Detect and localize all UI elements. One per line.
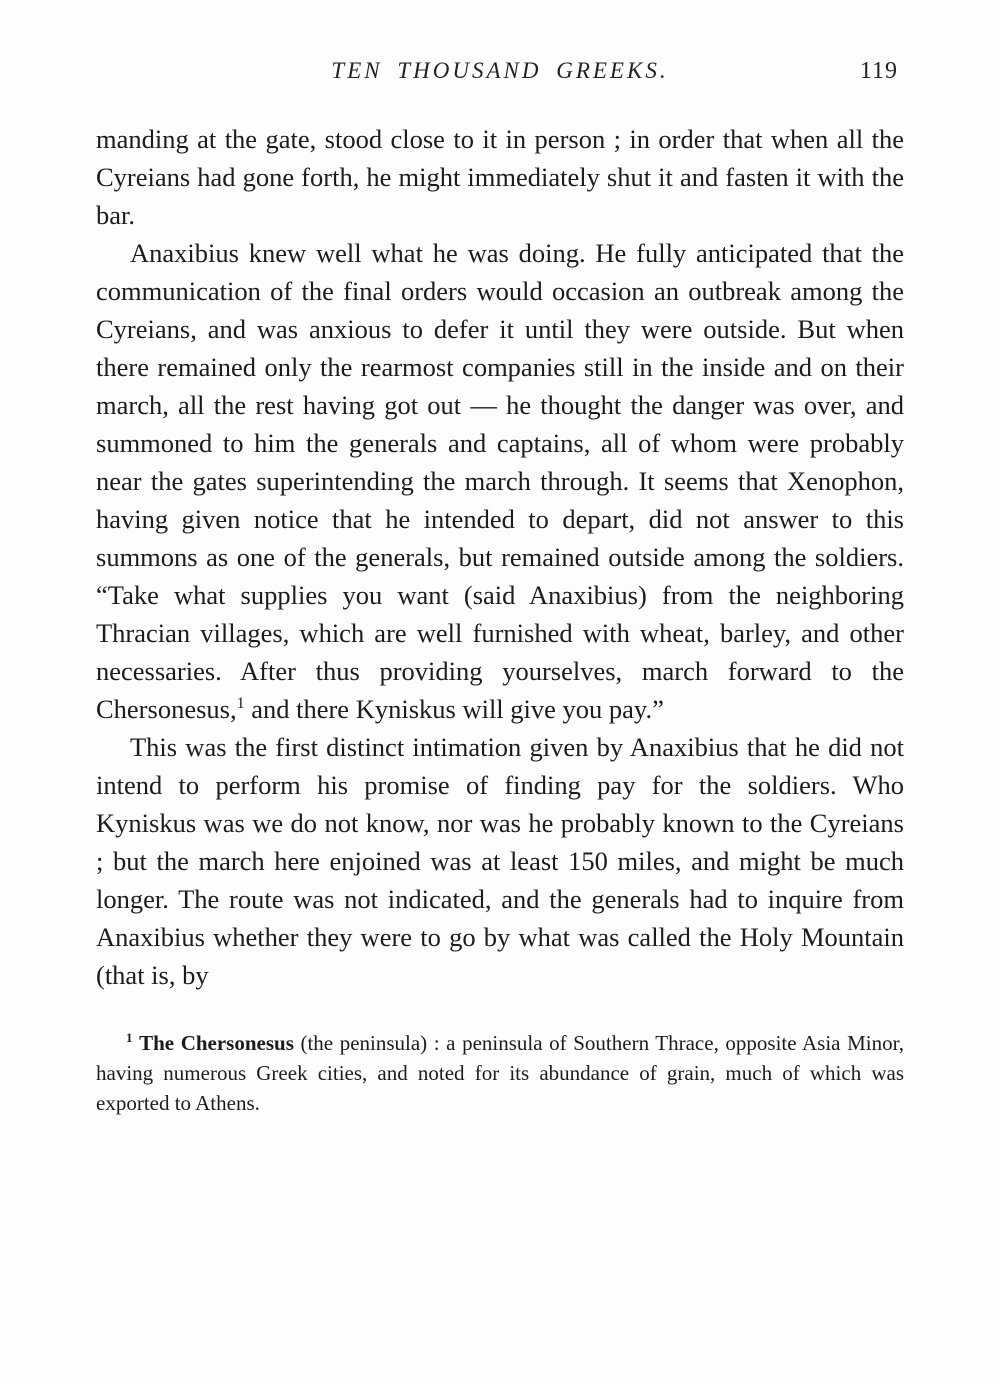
footnote-text: (the peninsula) : a peninsula of Southern Thrace, opposite Asia Minor, having numerous Greek cities, and noted for its abundance of grain, much of which was exported to Athens. <box>96 1031 904 1115</box>
paragraph-anaxibius-text-after-ref: and there Kyniskus will give you pay.” <box>244 694 664 724</box>
footnote <box>96 1028 904 1118</box>
footnote-reference: 1 <box>236 695 245 713</box>
page-body <box>96 120 904 994</box>
paragraph-anaxibius-text: Anaxibius knew well what he was doing. He fully anticipated that the communication of the final orders would occasion an outbreak among the Cyreians, and was anxious to defer it until they were outside. But when there remained only the rearmost companies still in the inside and on their march, all the rest having got out — he thought the danger was over, and summoned to him the generals and captains, all of whom were probably near the gates superintending the march through. It seems that Xenophon, having given notice that he intended to depart, did not answer to this summons as one of the generals, but remained outside among the soldiers. “Take what supplies you want (said Anaxibius) from the neighboring Thracian villages, which are well furnished with wheat, barley, and other necessaries. After thus providing yourselves, march forward to the Chersonesus, <box>96 238 904 724</box>
running-header <box>96 58 904 98</box>
page-number: 119 <box>859 58 898 84</box>
paragraph-intimation: This was the first distinct intimation given by Anaxibius that he did not intend to perform his promise of finding pay for the soldiers. Who Kyniskus was we do not know, nor was he probably known to the Cyreians ; but the march here enjoined was at least 150 miles, and might be much longer. The route was not indicated, and the generals had to inquire from Anaxibius whether they were to go by what was called the Holy Mountain (that is, by <box>96 732 904 990</box>
footnote-marker: 1 <box>126 1030 133 1045</box>
paragraph-anaxibius <box>96 234 904 728</box>
footnote-term: The Chersonesus <box>139 1031 294 1055</box>
paragraph-continuation: manding at the gate, stood close to it in person ; in order that when all the Cyreians had gone forth, he might immediately shut it and fasten it with the bar. <box>96 124 904 230</box>
running-head-title: TEN THOUSAND GREEKS. <box>331 58 669 83</box>
